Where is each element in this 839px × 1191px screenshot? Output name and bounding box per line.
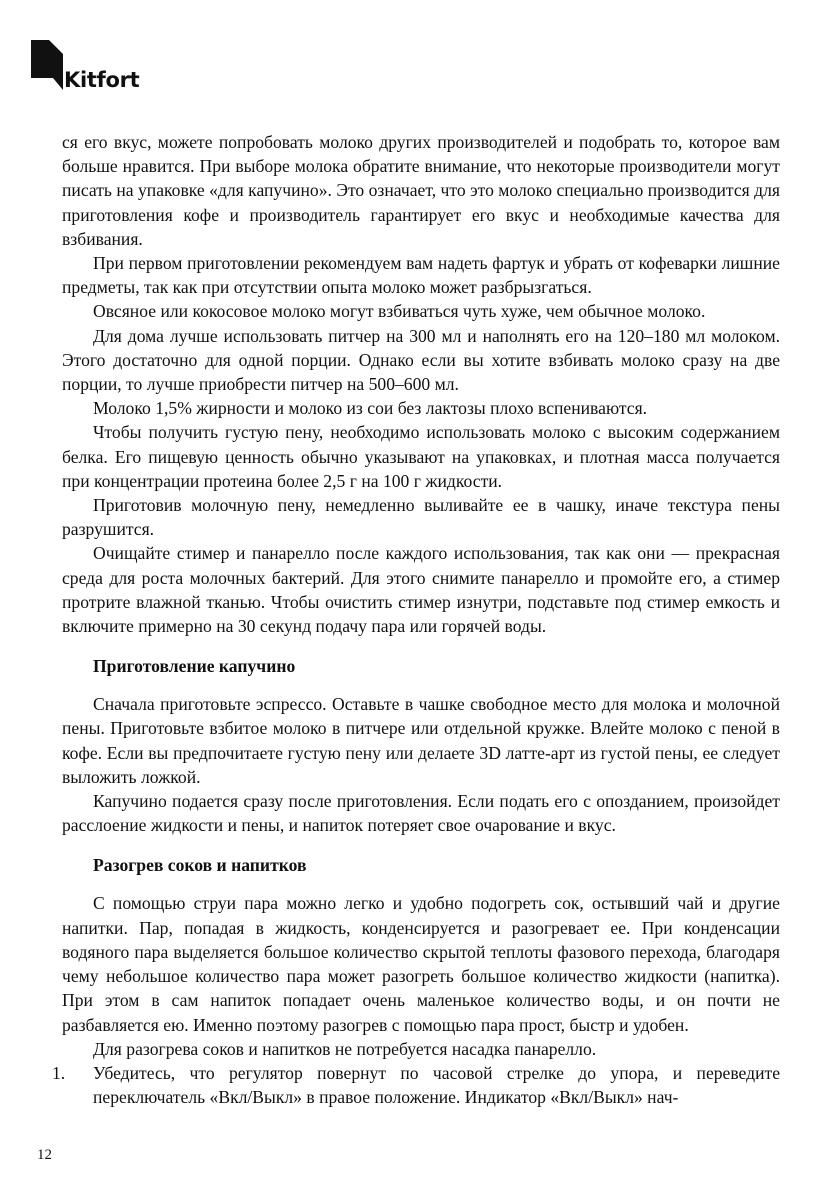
paragraph: Чтобы получить густую пену, необходимо использовать молоко с высоким содержанием белка. Его пищевую ценность обычно указывают на упаковках, и плотная масса получается при концентрации протеина более 2,5 г на 100 г жидкости.	[62, 422, 780, 491]
page-content	[52, 130, 780, 1109]
kitfort-logo-icon	[31, 40, 63, 90]
section-heading-heating: Разогрев соков и напитков	[93, 855, 307, 876]
paragraph: С помощью струи пара можно легко и удобно подогреть сок, остывший чай и другие напитки. Пар, попадая в жидкость, конденсируется и разогревает ее. При конденсации водяного пара выделяется большое количество скрытой теплоты фазового перехода, благодаря чему небольшое количество пара может разогреть большое количество жидкости (напитка). При этом в сам напиток попадает очень маленькое количество воды, и он почти не разбавляется ею. Именно поэтому разогрев с помощью пара прост, быстр и удобен.	[62, 893, 780, 1035]
paragraph: Овсяное или кокосовое молоко могут взбиваться чуть хуже, чем обычное молоко.	[93, 301, 706, 322]
page-number: 12	[37, 1147, 52, 1163]
section-heading-cappuccino: Приготовление капучино	[93, 656, 296, 677]
paragraph: Приготовив молочную пену, немедленно выливайте ее в чашку, иначе текстура пены разрушится.	[62, 495, 780, 540]
list-item-text: Убедитесь, что регулятор повернут по часовой стрелке до упора, и переведите переключатель «Вкл/Выкл» в правое положение. Индикатор «Вкл/Выкл» нач-	[93, 1062, 780, 1108]
section-cappuccino	[62, 692, 780, 837]
list-item	[52, 1061, 780, 1109]
paragraph: Для разогрева соков и напитков не потребуется насадка панарелло.	[93, 1038, 597, 1059]
section-intro	[62, 130, 780, 638]
paragraph: ся его вкус, можете попробовать молоко других производителей и подобрать то, которое вам больше нравится. При выборе молока обратите внимание, что некоторые производители могут писать на упаковке «для капучино». Это означает, что это молоко специально производится для приготовления кофе и производитель гарантирует его вкус и необходимые качества для взбивания.	[62, 132, 780, 249]
paragraph: При первом приготовлении рекомендуем вам надеть фартук и убрать от кофеварки лишние предметы, так как при отсутствии опыта молоко может разбрызгаться.	[62, 253, 780, 298]
section-heating	[52, 891, 780, 1109]
paragraph: Сначала приготовьте эспрессо. Оставьте в чашке свободное место для молока и молочной пены. Приготовьте взбитое молоко в питчере или отдельной кружке. Влейте молоко с пеной в кофе. Если вы предпочитаете густую пену или делаете 3D латте-арт из густой пены, ее следует выложить ложкой.	[62, 694, 780, 787]
brand-name: Kitfort	[64, 68, 140, 92]
paragraph: Для дома лучше использовать питчер на 300 мл и наполнять его на 120–180 мл молоком. Этого достаточно для одной порции. Однако если вы хотите взбивать молоко сразу на две порции, то лучше приобрести питчер на 500–600 мл.	[62, 325, 780, 395]
paragraph: Капучино подается сразу после приготовления. Если подать его с опозданием, произойдет расслоение жидкости и пены, и напиток потеряет свое очарование и вкус.	[62, 791, 780, 836]
brand-logo	[31, 40, 139, 90]
list-number: 1.	[52, 1062, 66, 1083]
paragraph: Очищайте стимер и панарелло после каждого использования, так как они — прекрасная среда для роста молочных бактерий. Для этого снимите панарелло и промойте его, а стимер протрите влажной тканью. Чтобы очистить стимер изнутри, подставьте под стимер емкость и включите примерно на 30 секунд подачу пара или горячей воды.	[62, 543, 780, 637]
paragraph: Молоко 1,5% жирности и молоко из сои без лактозы плохо вспениваются.	[93, 398, 648, 419]
